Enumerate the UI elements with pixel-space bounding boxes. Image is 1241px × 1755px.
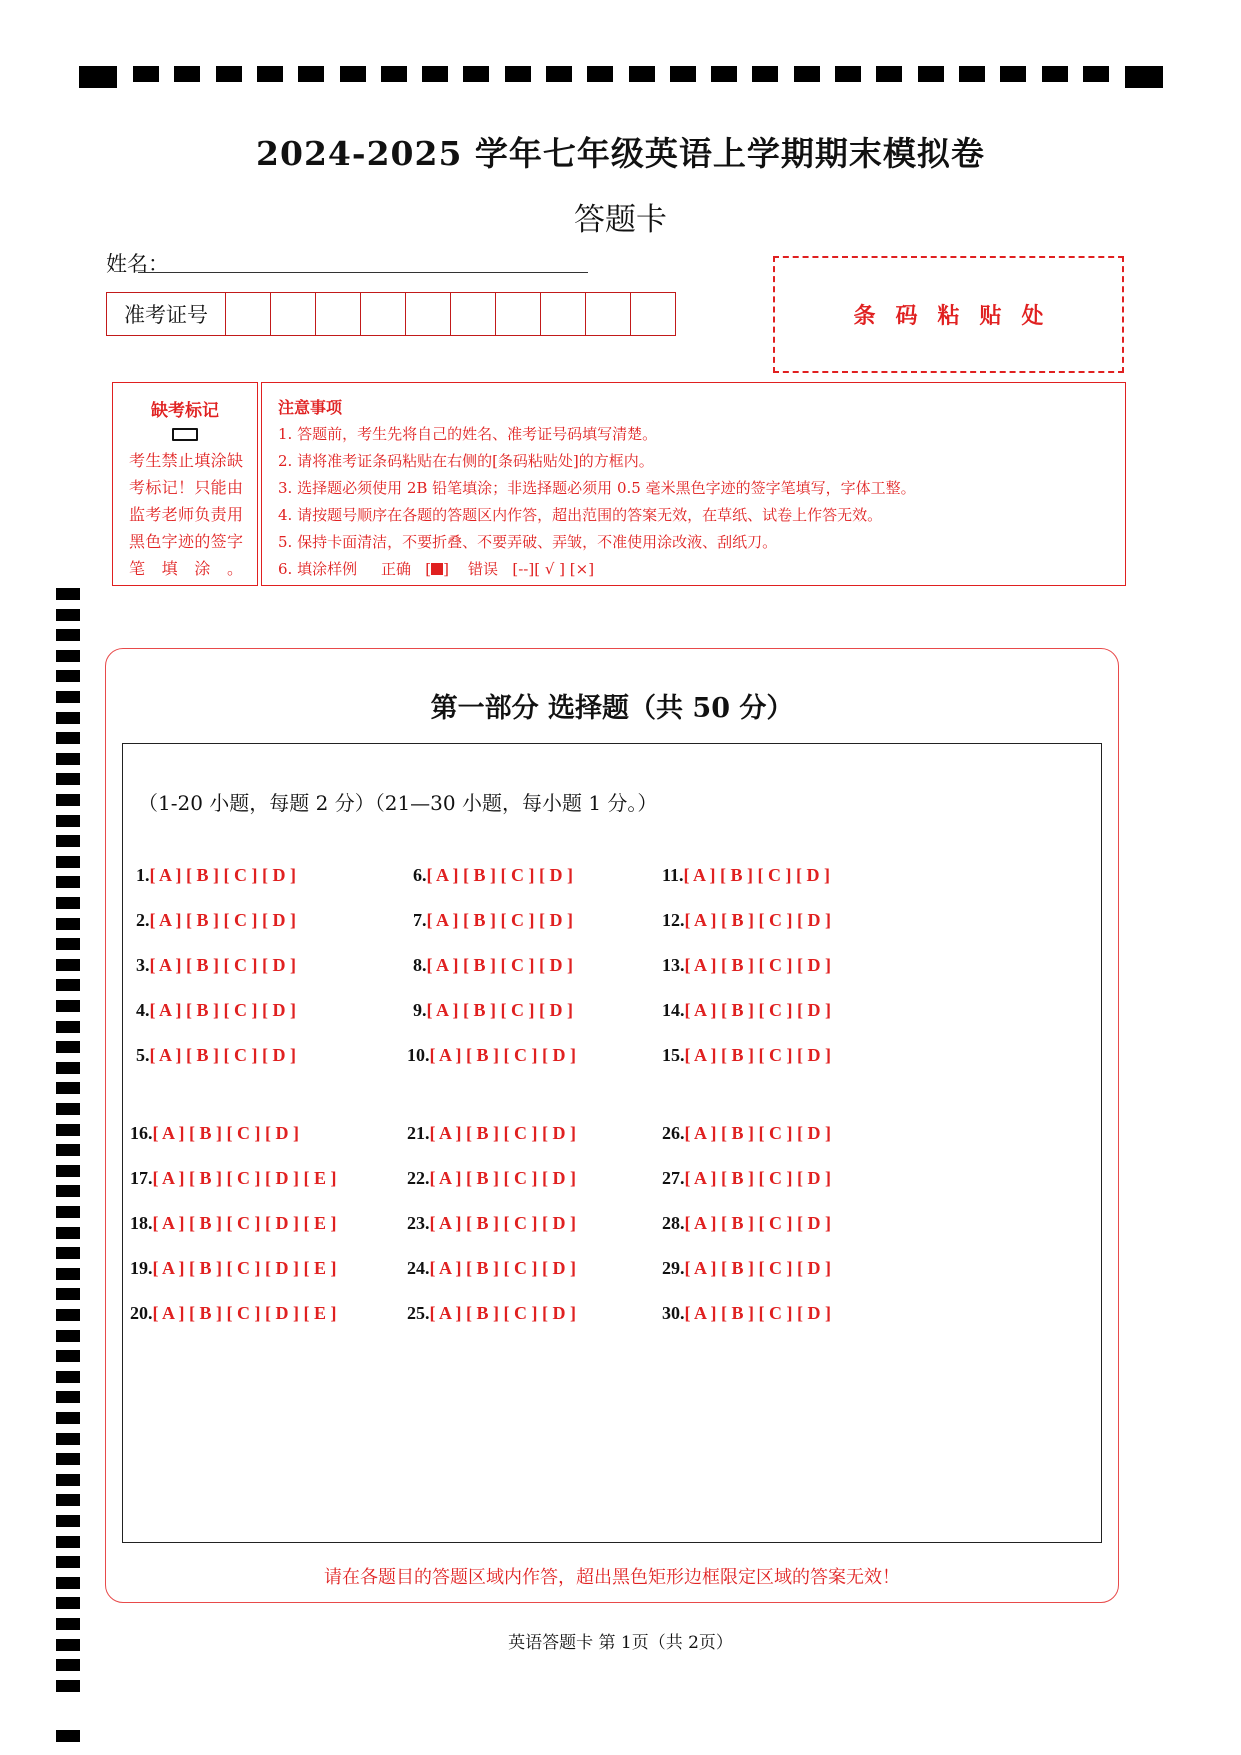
question-item[interactable]	[662, 955, 831, 976]
exam-id-box	[106, 292, 676, 336]
page-subtitle: 答题卡	[574, 202, 667, 238]
question-options[interactable]: [ A ] [ B ] [ C ] [ D ]	[684, 1303, 831, 1323]
question-number: 8.	[413, 955, 427, 975]
timing-mark	[56, 1062, 80, 1074]
timing-mark	[56, 1350, 80, 1362]
question-options[interactable]: [ A ] [ B ] [ C ] [ D ] [ E ]	[152, 1213, 337, 1233]
notes-box	[261, 382, 1126, 586]
timing-mark	[257, 66, 283, 82]
question-item[interactable]	[136, 1045, 296, 1066]
timing-mark	[1000, 66, 1026, 82]
question-number: 14.	[662, 1000, 685, 1020]
question-item[interactable]	[136, 1000, 296, 1021]
timing-mark	[794, 66, 820, 82]
question-item[interactable]	[130, 1168, 336, 1189]
question-number: 20.	[130, 1303, 153, 1323]
question-number: 11.	[662, 865, 684, 885]
timing-mark	[56, 1206, 80, 1218]
timing-mark	[1125, 66, 1163, 88]
page-title: 2024-2025 学年七年级英语上学期期末模拟卷	[256, 134, 985, 173]
timing-mark	[56, 897, 80, 909]
timing-mark	[546, 66, 572, 82]
question-number: 28.	[662, 1213, 685, 1233]
timing-mark	[56, 794, 80, 806]
timing-mark	[56, 1597, 80, 1609]
question-number: 4.	[136, 1000, 150, 1020]
timing-mark	[587, 66, 613, 82]
timing-mark	[56, 918, 80, 930]
question-item[interactable]	[413, 1000, 573, 1021]
question-number: 26.	[662, 1123, 685, 1143]
timing-mark	[298, 66, 324, 82]
question-options[interactable]: [ A ] [ B ] [ C ] [ D ]	[429, 1045, 576, 1065]
timing-mark	[56, 938, 80, 950]
absent-mark-checkbox[interactable]	[172, 428, 198, 441]
timing-mark	[56, 1536, 80, 1548]
question-number: 25.	[407, 1303, 430, 1323]
question-item[interactable]	[136, 865, 296, 886]
question-number: 18.	[130, 1213, 153, 1233]
question-options[interactable]: [ A ] [ B ] [ C ] [ D ]	[149, 955, 296, 975]
question-item[interactable]	[407, 1123, 576, 1144]
timing-mark	[56, 815, 80, 827]
timing-mark	[56, 650, 80, 662]
timing-mark	[56, 773, 80, 785]
absent-title: 缺考标记	[151, 401, 219, 421]
question-options[interactable]: [ A ] [ B ] [ C ] [ D ]	[426, 955, 573, 975]
question-number: 13.	[662, 955, 685, 975]
question-number: 27.	[662, 1168, 685, 1188]
question-options[interactable]: [ A ] [ B ] [ C ] [ D ]	[429, 1123, 576, 1143]
timing-mark	[56, 1103, 80, 1115]
question-number: 23.	[407, 1213, 430, 1233]
sample-correct-label: 正确	[380, 560, 411, 578]
question-item[interactable]	[662, 1123, 831, 1144]
timing-mark	[835, 66, 861, 82]
question-item[interactable]	[662, 1000, 831, 1021]
timing-mark	[56, 1577, 80, 1589]
timing-mark	[56, 670, 80, 682]
timing-mark	[56, 1268, 80, 1280]
question-options[interactable]: [ A ] [ B ] [ C ] [ D ] [ E ]	[152, 1303, 337, 1323]
question-item[interactable]	[407, 1168, 576, 1189]
timing-mark	[56, 1144, 80, 1156]
question-number: 17.	[130, 1168, 153, 1188]
timing-mark	[56, 1021, 80, 1033]
timing-mark	[56, 1330, 80, 1342]
question-item[interactable]	[413, 910, 573, 931]
question-item[interactable]	[413, 865, 573, 886]
question-number: 22.	[407, 1168, 430, 1188]
timing-mark	[56, 835, 80, 847]
timing-mark	[56, 1227, 80, 1239]
question-options[interactable]: [ A ] [ B ] [ C ] [ D ]	[429, 1168, 576, 1188]
question-item[interactable]	[413, 955, 573, 976]
question-options[interactable]: [ A ] [ B ] [ C ] [ D ] [ E ]	[152, 1258, 337, 1278]
question-item[interactable]	[662, 1168, 831, 1189]
timing-mark	[56, 588, 80, 600]
timing-mark	[56, 1288, 80, 1300]
notes-item: 1. 答题前，考生先将自己的姓名、准考证号码填写清楚。	[278, 425, 658, 443]
sample-wrong-label: 错误	[468, 560, 499, 578]
question-item[interactable]	[130, 1303, 336, 1324]
exam-id-cell[interactable]	[586, 293, 631, 335]
timing-mark	[56, 732, 80, 744]
question-options[interactable]: [ A ] [ B ] [ C ] [ D ]	[149, 1000, 296, 1020]
barcode-area	[773, 256, 1124, 373]
question-item[interactable]	[130, 1258, 336, 1279]
exam-id-cell[interactable]	[496, 293, 541, 335]
notes-item: 5. 保持卡面清洁，不要折叠、不要弄破、弄皱，不准使用涂改液、刮纸刀。	[278, 533, 778, 551]
question-item[interactable]	[662, 1303, 831, 1324]
timing-mark	[505, 66, 531, 82]
question-options[interactable]: [ A ] [ B ] [ C ] [ D ]	[429, 1258, 576, 1278]
timing-mark	[56, 959, 80, 971]
timing-mark	[876, 66, 902, 82]
question-options[interactable]: [ A ] [ B ] [ C ] [ D ]	[684, 1213, 831, 1233]
section-hint: （1-20 小题，每题 2 分）（21—30 小题，每小题 1 分。）	[138, 791, 658, 815]
timing-mark	[1042, 66, 1068, 82]
timing-mark	[56, 1433, 80, 1445]
area-warning: 请在各题目的答题区域内作答，超出黑色矩形边框限定区域的答案无效！	[324, 1567, 900, 1588]
timing-mark	[56, 712, 80, 724]
question-options[interactable]: [ A ] [ B ] [ C ] [ D ]	[684, 910, 831, 930]
exam-id-cell[interactable]	[361, 293, 406, 335]
timing-mark	[56, 1659, 80, 1671]
question-options[interactable]: [ A ] [ B ] [ C ] [ D ]	[684, 1123, 831, 1143]
question-options[interactable]: [ A ] [ B ] [ C ] [ D ]	[684, 1168, 831, 1188]
timing-mark	[56, 1680, 80, 1692]
question-number: 10.	[407, 1045, 430, 1065]
timing-mark	[56, 979, 80, 991]
question-item[interactable]	[662, 1258, 831, 1279]
timing-mark	[133, 66, 159, 82]
notes-fill-sample: 6. 填涂样例 正确 [ ] 错误 [--][ √ ] [×]	[278, 560, 595, 578]
section-title: 第一部分 选择题（共 50 分）	[430, 693, 794, 724]
name-label: 姓名：	[106, 252, 169, 276]
timing-mark	[56, 691, 80, 703]
question-number: 21.	[407, 1123, 430, 1143]
question-number: 19.	[130, 1258, 153, 1278]
timing-mark	[56, 1371, 80, 1383]
timing-mark	[56, 876, 80, 888]
question-options[interactable]: [ A ] [ B ] [ C ] [ D ]	[684, 1258, 831, 1278]
timing-mark	[56, 1082, 80, 1094]
timing-mark	[56, 1247, 80, 1259]
exam-id-label: 准考证号	[107, 293, 226, 335]
timing-mark	[56, 1412, 80, 1424]
timing-mark	[711, 66, 737, 82]
question-number: 7.	[413, 910, 427, 930]
timing-mark	[56, 1000, 80, 1012]
question-options[interactable]: [ A ] [ B ] [ C ] [ D ]	[429, 1213, 576, 1233]
timing-mark	[959, 66, 985, 82]
timing-mark	[56, 1515, 80, 1527]
timing-mark	[216, 66, 242, 82]
timing-mark	[56, 856, 80, 868]
question-options[interactable]: [ A ] [ B ] [ C ] [ D ]	[149, 910, 296, 930]
question-number: 24.	[407, 1258, 430, 1278]
sample-wrong-marks: [--][ √ ] [×]	[512, 560, 595, 578]
question-item[interactable]	[662, 1213, 831, 1234]
question-options[interactable]: [ A ] [ B ] [ C ] [ D ]	[426, 910, 573, 930]
question-number: 1.	[136, 865, 150, 885]
question-options[interactable]: [ A ] [ B ] [ C ] [ D ]	[684, 1045, 831, 1065]
question-item[interactable]	[407, 1213, 576, 1234]
notes-item: 2. 请将准考证条码粘贴在右侧的[条码粘贴处]的方框内。	[278, 452, 654, 470]
exam-id-cell[interactable]	[271, 293, 316, 335]
question-number: 29.	[662, 1258, 685, 1278]
sample-prefix: 6. 填涂样例	[278, 560, 358, 578]
timing-mark	[56, 1185, 80, 1197]
timing-mark	[1083, 66, 1109, 82]
question-number: 2.	[136, 910, 150, 930]
timing-mark	[79, 66, 117, 88]
question-item[interactable]	[130, 1123, 299, 1144]
absent-mark-box	[112, 382, 258, 586]
timing-mark	[752, 66, 778, 82]
question-options[interactable]: [ A ] [ B ] [ C ] [ D ]	[149, 865, 296, 885]
question-item[interactable]	[662, 910, 831, 931]
question-item[interactable]	[662, 1045, 831, 1066]
timing-mark	[56, 1124, 80, 1136]
question-options[interactable]: [ A ] [ B ] [ C ] [ D ]	[683, 865, 830, 885]
question-item[interactable]	[407, 1303, 576, 1324]
timing-mark	[918, 66, 944, 82]
question-options[interactable]: [ A ] [ B ] [ C ] [ D ]	[152, 1123, 299, 1143]
timing-mark	[56, 1453, 80, 1465]
question-options[interactable]: [ A ] [ B ] [ C ] [ D ]	[426, 865, 573, 885]
exam-id-cell[interactable]	[541, 293, 586, 335]
question-item[interactable]	[662, 865, 830, 886]
notes-item: 3. 选择题必须使用 2B 铅笔填涂；非选择题必须用 0.5 毫米黑色字迹的签字笔填写，字体工整。	[278, 479, 916, 497]
question-options[interactable]: [ A ] [ B ] [ C ] [ D ]	[429, 1303, 576, 1323]
barcode-label: 条码粘贴处	[853, 303, 1064, 329]
timing-mark	[56, 1391, 80, 1403]
timing-mark	[670, 66, 696, 82]
question-options[interactable]: [ A ] [ B ] [ C ] [ D ]	[426, 1000, 573, 1020]
notes-title: 注意事项	[278, 398, 343, 417]
question-number: 15.	[662, 1045, 685, 1065]
question-number: 9.	[413, 1000, 427, 1020]
question-number: 30.	[662, 1303, 685, 1323]
name-field[interactable]	[138, 272, 588, 273]
timing-mark	[381, 66, 407, 82]
question-options[interactable]: [ A ] [ B ] [ C ] [ D ]	[684, 1000, 831, 1020]
filled-square-icon	[431, 563, 443, 575]
timing-mark	[56, 753, 80, 765]
question-number: 6.	[413, 865, 427, 885]
question-number: 5.	[136, 1045, 150, 1065]
exam-id-cell[interactable]	[451, 293, 496, 335]
question-item[interactable]	[136, 955, 296, 976]
question-options[interactable]: [ A ] [ B ] [ C ] [ D ]	[684, 955, 831, 975]
timing-mark	[56, 609, 80, 621]
timing-mark	[56, 1041, 80, 1053]
timing-mark	[174, 66, 200, 82]
timing-mark	[56, 629, 80, 641]
question-number: 16.	[130, 1123, 153, 1143]
timing-mark	[56, 1556, 80, 1568]
timing-mark	[56, 1730, 80, 1742]
timing-mark	[56, 1309, 80, 1321]
exam-id-cell[interactable]	[226, 293, 271, 335]
question-item[interactable]	[407, 1258, 576, 1279]
question-item[interactable]	[136, 910, 296, 931]
question-number: 3.	[136, 955, 150, 975]
timing-mark	[340, 66, 366, 82]
question-number: 12.	[662, 910, 685, 930]
timing-mark	[56, 1474, 80, 1486]
question-item[interactable]	[407, 1045, 576, 1066]
timing-mark	[56, 1494, 80, 1506]
top-timing-marks	[0, 66, 1241, 90]
notes-item: 4. 请按题号顺序在各题的答题区内作答，超出范围的答案无效，在草纸、试卷上作答无效。	[278, 506, 883, 524]
timing-mark	[422, 66, 448, 82]
timing-mark	[463, 66, 489, 82]
exam-id-cell[interactable]	[406, 293, 451, 335]
question-options[interactable]: [ A ] [ B ] [ C ] [ D ] [ E ]	[152, 1168, 337, 1188]
page-footer: 英语答题卡 第 1页（共 2页）	[508, 1633, 733, 1653]
timing-mark	[629, 66, 655, 82]
exam-id-cell[interactable]	[631, 293, 675, 335]
question-options[interactable]: [ A ] [ B ] [ C ] [ D ]	[149, 1045, 296, 1065]
timing-mark	[56, 1165, 80, 1177]
exam-id-cell[interactable]	[316, 293, 361, 335]
absent-text: 考生禁止填涂缺考标记！只能由监考老师负责用黑色字迹的签字笔填涂。	[129, 451, 243, 578]
question-item[interactable]	[130, 1213, 336, 1234]
